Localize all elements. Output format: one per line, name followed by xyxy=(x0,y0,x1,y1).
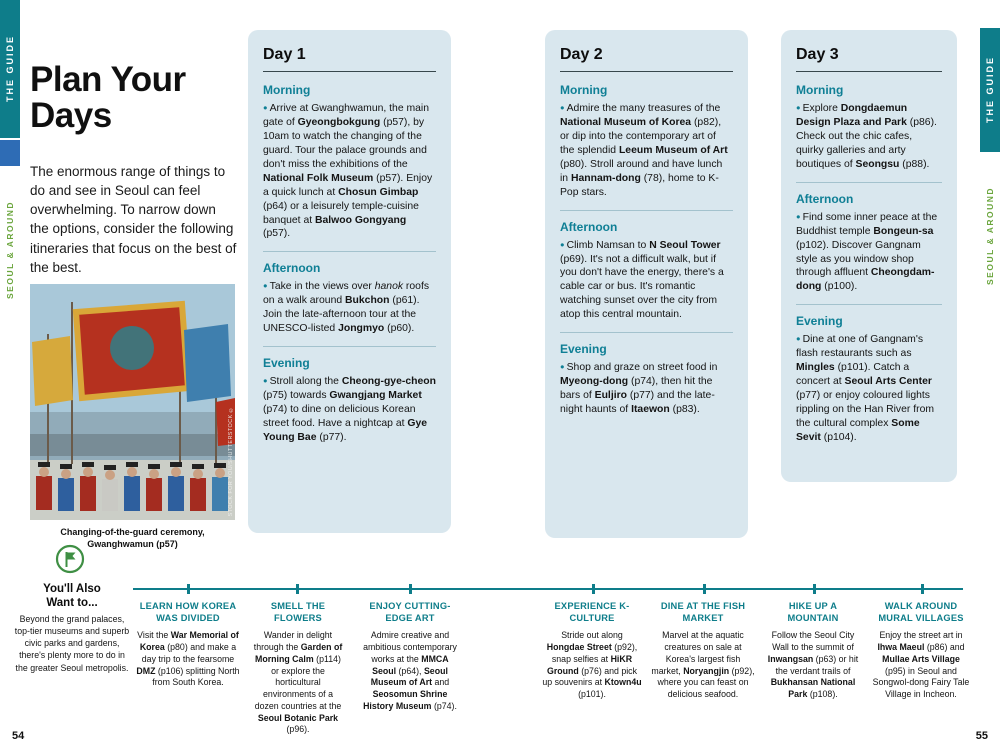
day-1-panel xyxy=(248,30,451,533)
also-column-heading: WALK AROUND MURAL VILLAGES xyxy=(878,601,964,624)
also-column-heading: ENJOY CUTTING-EDGE ART xyxy=(369,601,451,624)
photo-caption: Changing-of-the-guard ceremony, Gwanghwamun (p57) xyxy=(60,527,205,550)
also-column-mountain xyxy=(764,600,862,701)
also-column-text: Marvel at the aquatic creatures on sale at Korea's largest fish market, Noryangjin (p92), where you can feast on delicious seafood. xyxy=(651,630,755,700)
day-1-evening-text: ● Stroll along the Cheong-gye-cheon (p75) towards Gwangjang Market (p74) to dine on delicious Korean street food. Have a nightcap at Gye Young Bae (p77). xyxy=(263,375,436,445)
day-3-evening-heading: Evening xyxy=(796,314,843,329)
day-1-evening xyxy=(263,346,436,455)
also-column-text: Admire creative and ambitious contemporary works at the MMCA Seoul (p64), Seoul Museum of Art and Seosomun Shrine History Museum (p74). xyxy=(363,630,457,711)
left-guide-label: THE GUIDE xyxy=(5,35,15,103)
day-3-afternoon-text: ● Find some inner peace at the Buddhist temple Bongeun-sa (p102). Discover Gangnam style as you window shop through affluent Cheongdam-dong (p100). xyxy=(796,211,942,295)
day-1-morning xyxy=(263,74,436,251)
day-2-afternoon-text: ● Climb Namsan to N Seoul Tower (p69). It's not a difficult walk, but if you don't have the energy, there's a cable car or bus. It's romantic watching sunset over the city from atop this central mountain. xyxy=(560,239,733,323)
timeline-tick xyxy=(921,584,924,594)
left-page-number: 54 xyxy=(12,730,25,742)
timeline-rule xyxy=(133,588,963,590)
also-column-heading: DINE AT THE FISH MARKET xyxy=(660,601,746,624)
page-title: Plan Your Days xyxy=(30,60,186,136)
day-1-title: Day 1 xyxy=(263,46,306,63)
day-1-afternoon-text: ● Take in the views over hanok roofs on a walk around Bukchon (p61). Join the late-afternoon tour at the UNESCO-listed Jongmyo (p60). xyxy=(263,280,436,336)
day-2-title: Day 2 xyxy=(560,46,603,63)
flag-icon xyxy=(55,544,85,574)
also-column-heading: LEARN HOW KOREA WAS DIVIDED xyxy=(139,601,237,624)
left-chapter-label: SEOUL & AROUND xyxy=(5,201,15,299)
timeline-tick xyxy=(409,584,412,594)
photo-credit: STOCK FOR YOU/SHUTTERSTOCK © xyxy=(228,405,234,516)
right-guide-label: THE GUIDE xyxy=(985,56,995,124)
day-2-afternoon-heading: Afternoon xyxy=(560,219,618,234)
day-2-morning xyxy=(560,74,733,210)
day-3-afternoon xyxy=(796,182,942,305)
right-chapter-band xyxy=(980,160,1000,312)
day-3-title: Day 3 xyxy=(796,46,839,63)
day-3-afternoon-heading: Afternoon xyxy=(796,191,854,206)
left-spine-guide-band xyxy=(0,0,20,138)
day-2-evening xyxy=(560,332,733,427)
also-column-text: Visit the War Memorial of Korea (p80) and make a day trip to the fearsome DMZ (p106) splitting North from South Korea. xyxy=(136,630,240,688)
also-column-art xyxy=(360,600,460,713)
day-1-afternoon xyxy=(263,251,436,346)
also-column-kculture xyxy=(542,600,642,701)
guard-ceremony-photo xyxy=(30,284,235,520)
left-chapter-band xyxy=(0,170,20,330)
intro-paragraph: The enormous range of things to do and see in Seoul can feel overwhelming. To narrow down the options, consider the following itineraries that focus on the best of the best. xyxy=(30,164,237,275)
also-column-heading: HIKE UP A MOUNTAIN xyxy=(787,601,839,624)
also-column-text: Follow the Seoul City Wall to the summit of Inwangsan (p63) or hit the verdant trails of Bukhansan National Park (p108). xyxy=(767,630,859,700)
day-3-rule xyxy=(796,71,942,72)
day-2-morning-heading: Morning xyxy=(560,83,608,97)
day-2-panel xyxy=(545,30,748,538)
day-1-morning-heading: Morning xyxy=(263,83,311,97)
also-column-heading: EXPERIENCE K-CULTURE xyxy=(554,601,630,624)
right-page-number: 55 xyxy=(975,730,988,742)
also-column-flowers xyxy=(252,600,344,736)
day-2-afternoon xyxy=(560,210,733,333)
also-column-fish-market xyxy=(651,600,755,701)
day-1-rule xyxy=(263,71,436,72)
also-column-text: Stride out along Hongdae Street (p92), snap selfies at HiKR Ground (p76) and pick up souvenirs at Ktown4u (p101). xyxy=(542,630,642,700)
also-column-mural-villages xyxy=(871,600,971,701)
day-2-evening-text: ● Shop and graze on street food in Myeong-dong (p74), then hit the bars of Euljiro (p77) and the late-night haunts of Itaewon (p83). xyxy=(560,361,733,417)
day-2-morning-text: ● Admire the many treasures of the National Museum of Korea (p82), or dip into the contemporary art of the splendid Leeum Museum of Art (p80). Stroll around and have lunch in Hannam-dong (78), home to K-Pop stars. xyxy=(560,102,733,200)
timeline-tick xyxy=(813,584,816,594)
right-spine-guide-band xyxy=(980,28,1000,152)
timeline-tick xyxy=(187,584,190,594)
day-2-rule xyxy=(560,71,733,72)
left-spine-blue-square xyxy=(0,140,20,166)
day-3-panel xyxy=(781,30,957,482)
day-3-evening xyxy=(796,304,942,455)
also-column-text: Wander in delight through the Garden of Morning Calm (p114) or explore the horticultural environments of a dozen countries at the Seoul Botanic Park (p96). xyxy=(253,630,343,735)
day-1-afternoon-heading: Afternoon xyxy=(263,261,321,276)
guard-ceremony-illustration xyxy=(30,284,235,520)
timeline-tick xyxy=(592,584,595,594)
also-want-body: Beyond the grand palaces, top-tier museums and superb civic parks and gardens, there's plenty more to do in the greater Seoul metropolis. xyxy=(14,614,130,673)
day-3-morning-text: ● Explore Dongdaemun Design Plaza and Park (p86). Check out the chic cafes, quirky galleries and arty boutiques of Seongsu (p88). xyxy=(796,102,942,172)
day-2-evening-heading: Evening xyxy=(560,342,607,357)
timeline-tick xyxy=(296,584,299,594)
day-3-morning-heading: Morning xyxy=(796,83,844,97)
also-column-korea-divided xyxy=(135,600,241,689)
day-3-morning xyxy=(796,74,942,182)
day-1-morning-text: ● Arrive at Gwanghwamun, the main gate of Gyeongbokgung (p57), by 10am to watch the changing of the guard. Tour the palace grounds and don't miss the exhibitions of the National Folk Museum (p57). Enjoy a quick lunch at Chosun Gimbap (p64) or a leisurely temple-cuisine banquet at Balwoo Gongyang (p57). xyxy=(263,102,436,241)
day-1-evening-heading: Evening xyxy=(263,356,310,371)
timeline-tick xyxy=(703,584,706,594)
day-3-evening-text: ● Dine at one of Gangnam's flash restaurants such as Mingles (p101). Catch a concert at Seoul Arts Center (p77) or enjoy coloured lights rippling on the Han River from the cultural complex Some Sevit (p104). xyxy=(796,333,942,445)
right-chapter-label: SEOUL & AROUND xyxy=(985,187,995,285)
also-want-title: You'll Also Want to... xyxy=(43,583,101,610)
also-column-text: Enjoy the street art in Ihwa Maeul (p86) and Mullae Arts Village (p95) in Seoul and Songwol-dong Fairy Tale Village in Incheon. xyxy=(872,630,970,700)
also-column-heading: SMELL THE FLOWERS xyxy=(270,601,326,624)
